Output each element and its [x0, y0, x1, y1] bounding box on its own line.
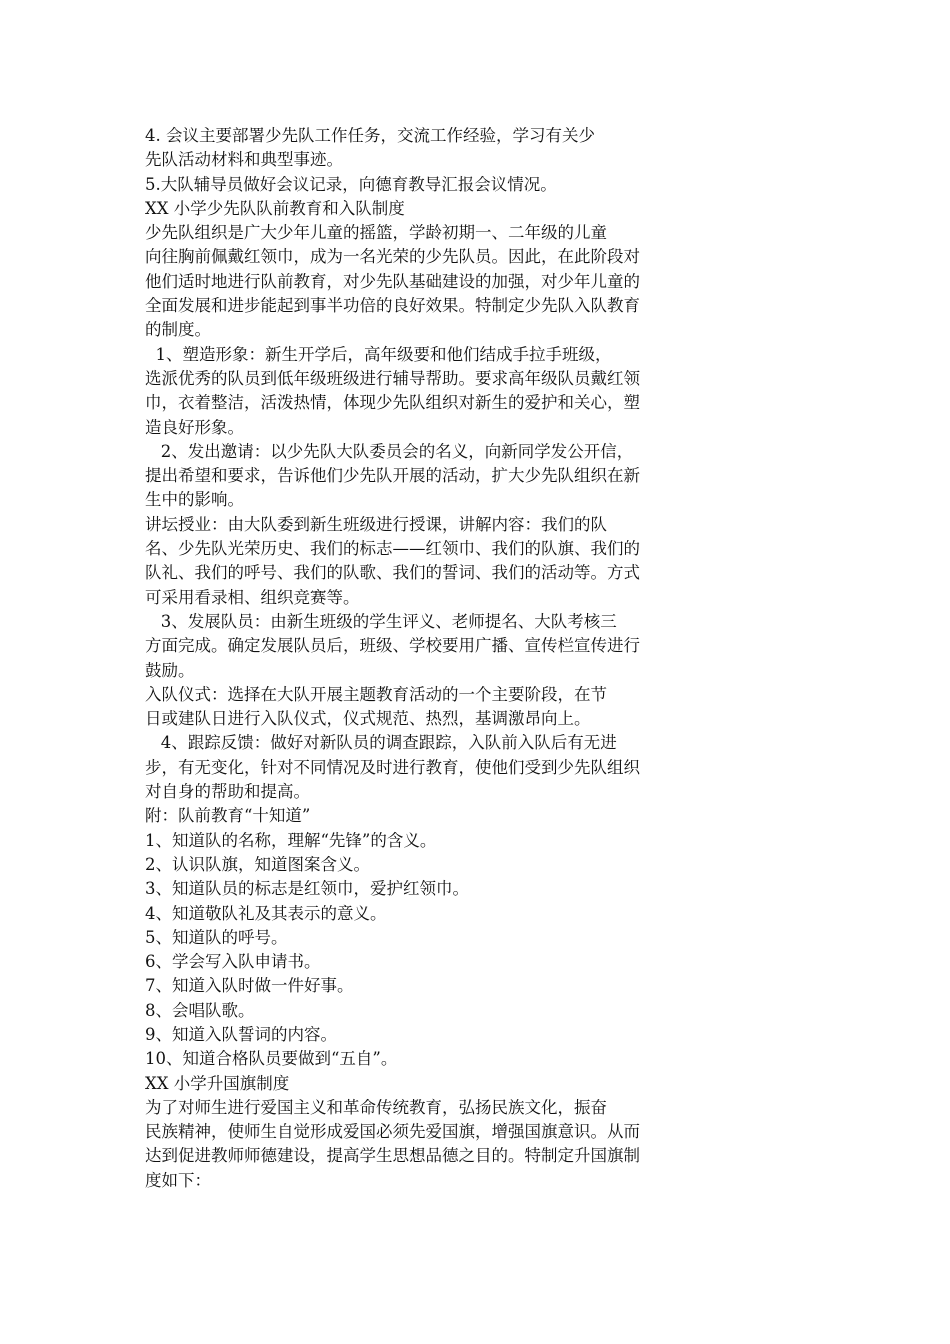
text-line: 3、知道队员的标志是红领巾，爱护红领巾。 — [145, 879, 469, 899]
text-line: 造良好形象。 — [145, 417, 244, 437]
text-line: 入队仪式：选择在大队开展主题教育活动的一个主要阶段，在节 — [145, 684, 607, 704]
text-line: 4、跟踪反馈：做好对新队员的调查跟踪，入队前入队后有无进 — [145, 733, 617, 753]
text-line: 先队活动材料和典型事迹。 — [145, 150, 343, 170]
text-line: 的制度。 — [145, 320, 211, 340]
text-line: 民族精神，使师生自觉形成爱国必须先爱国旗，增强国旗意识。从而 — [145, 1122, 640, 1142]
text-line: 度如下： — [145, 1170, 211, 1190]
text-line: 鼓励。 — [145, 660, 195, 680]
text-line: 日或建队日进行入队仪式，仪式规范、热烈，基调激昂向上。 — [145, 709, 591, 729]
text-line: 9、知道入队誓词的内容。 — [145, 1024, 337, 1044]
text-line: 对自身的帮助和提高。 — [145, 782, 310, 802]
text-line: 巾，衣着整洁，活泼热情，体现少先队组织对新生的爱护和关心，塑 — [145, 393, 640, 413]
text-line: 2、发出邀请：以少先队大队委员会的名义，向新同学发公开信， — [145, 441, 634, 461]
document-body — [145, 124, 735, 1193]
text-line: 2、认识队旗，知道图案含义。 — [145, 854, 370, 874]
text-line: 向往胸前佩戴红领巾，成为一名光荣的少先队员。因此，在此阶段对 — [145, 247, 640, 267]
text-line: 4、知道敬队礼及其表示的意义。 — [145, 903, 387, 923]
text-line: 他们适时地进行队前教育，对少先队基础建设的加强，对少年儿童的 — [145, 271, 640, 291]
text-line: 步，有无变化，针对不同情况及时进行教育，使他们受到少先队组织 — [145, 757, 640, 777]
text-line: 5.大队辅导员做好会议记录，向德育教导汇报会议情况。 — [145, 174, 557, 194]
text-line: 可采用看录相、组织竞赛等。 — [145, 587, 360, 607]
text-line: 10、知道合格队员要做到“五自”。 — [145, 1049, 398, 1069]
text-line: 4. 会议主要部署少先队工作任务，交流工作经验，学习有关少 — [145, 126, 595, 145]
text-line: 方面完成。确定发展队员后，班级、学校要用广播、宣传栏宣传进行 — [145, 636, 640, 656]
text-line: XX 小学升国旗制度 — [145, 1073, 290, 1093]
text-line: 选派优秀的队员到低年级班级进行辅导帮助。要求高年级队员戴红领 — [145, 368, 640, 388]
text-line: 生中的影响。 — [145, 490, 244, 510]
text-line: 全面发展和进步能起到事半功倍的良好效果。特制定少先队入队教育 — [145, 296, 640, 316]
text-line: 5、知道队的呼号。 — [145, 927, 288, 947]
text-line: 8、会唱队歌。 — [145, 1000, 255, 1020]
text-line: 提出希望和要求，告诉他们少先队开展的活动，扩大少先队组织在新 — [145, 466, 640, 486]
text-line: 3、发展队员：由新生班级的学生评义、老师提名、大队考核三 — [145, 611, 617, 631]
text-line: 达到促进教师师德建设，提高学生思想品德之目的。特制定升国旗制 — [145, 1146, 640, 1166]
text-line: 讲坛授业：由大队委到新生班级进行授课，讲解内容：我们的队 — [145, 514, 607, 534]
text-line: 6、学会写入队申请书。 — [145, 952, 321, 972]
text-line: 1、塑造形象：新生开学后，高年级要和他们结成手拉手班级， — [145, 344, 612, 364]
text-line: 名、少先队光荣历史、我们的标志——红领巾、我们的队旗、我们的 — [145, 539, 640, 559]
text-line: 队礼、我们的呼号、我们的队歌、我们的誓词、我们的活动等。方式 — [145, 563, 640, 583]
text-line: 7、知道入队时做一件好事。 — [145, 976, 354, 996]
text-line: 少先队组织是广大少年儿童的摇篮，学龄初期一、二年级的儿童 — [145, 223, 607, 243]
text-line: 为了对师生进行爱国主义和革命传统教育，弘扬民族文化，振奋 — [145, 1097, 607, 1117]
text-line: 附：队前教育“十知道” — [145, 806, 311, 826]
text-line: XX 小学少先队队前教育和入队制度 — [145, 198, 405, 218]
text-line: 1、知道队的名称，理解“先锋”的含义。 — [145, 830, 437, 850]
